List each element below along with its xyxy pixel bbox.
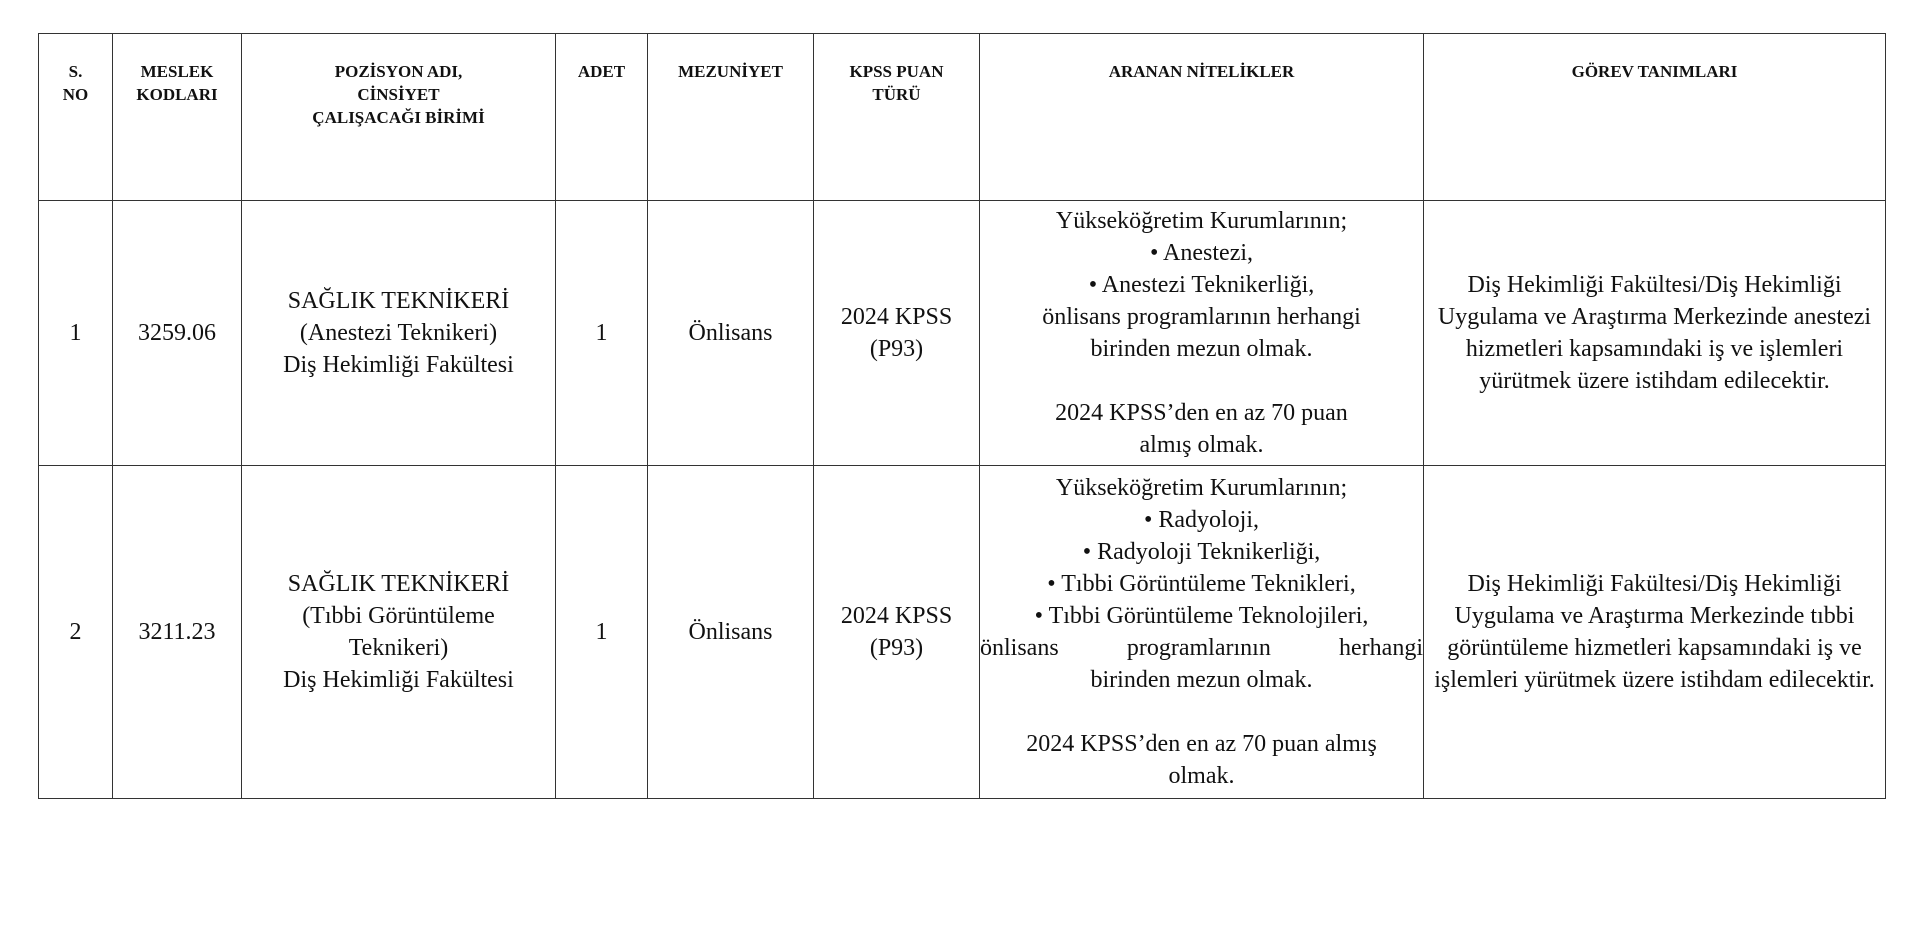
cell-kpss: 2024 KPSS (P93) bbox=[814, 201, 980, 466]
positions-table bbox=[38, 33, 1886, 799]
table-row bbox=[39, 466, 1886, 799]
cell-duty: Diş Hekimliği Fakültesi/Diş Hekimliği Uygulama ve Araştırma Merkezinde anestezi hizmetleri kapsamındaki iş ve işlemleri yürütmek üzere istihdam edilecektir. bbox=[1424, 201, 1886, 466]
header-position: POZİSYON ADI, CİNSİYET ÇALIŞACAĞI BİRİMİ bbox=[242, 34, 556, 201]
header-count: ADET bbox=[556, 34, 648, 201]
cell-count: 1 bbox=[556, 466, 648, 799]
cell-kpss: 2024 KPSS (P93) bbox=[814, 466, 980, 799]
header-kpss: KPSS PUAN TÜRÜ bbox=[814, 34, 980, 201]
cell-position: SAĞLIK TEKNİKERİ (Anestezi Teknikeri) Diş Hekimliği Fakültesi bbox=[242, 201, 556, 466]
cell-position: SAĞLIK TEKNİKERİ (Tıbbi Görüntüleme Teknikeri) Diş Hekimliği Fakültesi bbox=[242, 466, 556, 799]
cell-duty: Diş Hekimliği Fakültesi/Diş Hekimliği Uygulama ve Araştırma Merkezinde tıbbi görüntüleme hizmetleri kapsamındaki iş ve işlemleri yürütmek üzere istihdam edilecektir. bbox=[1424, 466, 1886, 799]
cell-code: 3259.06 bbox=[113, 201, 242, 466]
cell-sno: 2 bbox=[39, 466, 113, 799]
table-row bbox=[39, 201, 1886, 466]
cell-education: Önlisans bbox=[648, 201, 814, 466]
header-sno: S. NO bbox=[39, 34, 113, 201]
cell-requirements: Yükseköğretim Kurumlarının; • Radyoloji, • Radyoloji Teknikerliği, • Tıbbi Görüntüleme Teknikleri, • Tıbbi Görüntüleme Teknolojileri, önlisans programlarının herhangi birinden mezun olmak. 2024 KPSS’den en az 70 puan almış olmak. bbox=[980, 466, 1424, 799]
cell-requirements: Yükseköğretim Kurumlarının; • Anestezi, • Anestezi Teknikerliği, önlisans programlarının herhangi birinden mezun olmak. 2024 KPSS’den en az 70 puan almış olmak. bbox=[980, 201, 1424, 466]
cell-education: Önlisans bbox=[648, 466, 814, 799]
header-requirements: ARANAN NİTELİKLER bbox=[980, 34, 1424, 201]
cell-count: 1 bbox=[556, 201, 648, 466]
cell-code: 3211.23 bbox=[113, 466, 242, 799]
table-header-row bbox=[39, 34, 1886, 201]
cell-sno: 1 bbox=[39, 201, 113, 466]
header-education: MEZUNİYET bbox=[648, 34, 814, 201]
header-codes: MESLEK KODLARI bbox=[113, 34, 242, 201]
header-duties: GÖREV TANIMLARI bbox=[1424, 34, 1886, 201]
